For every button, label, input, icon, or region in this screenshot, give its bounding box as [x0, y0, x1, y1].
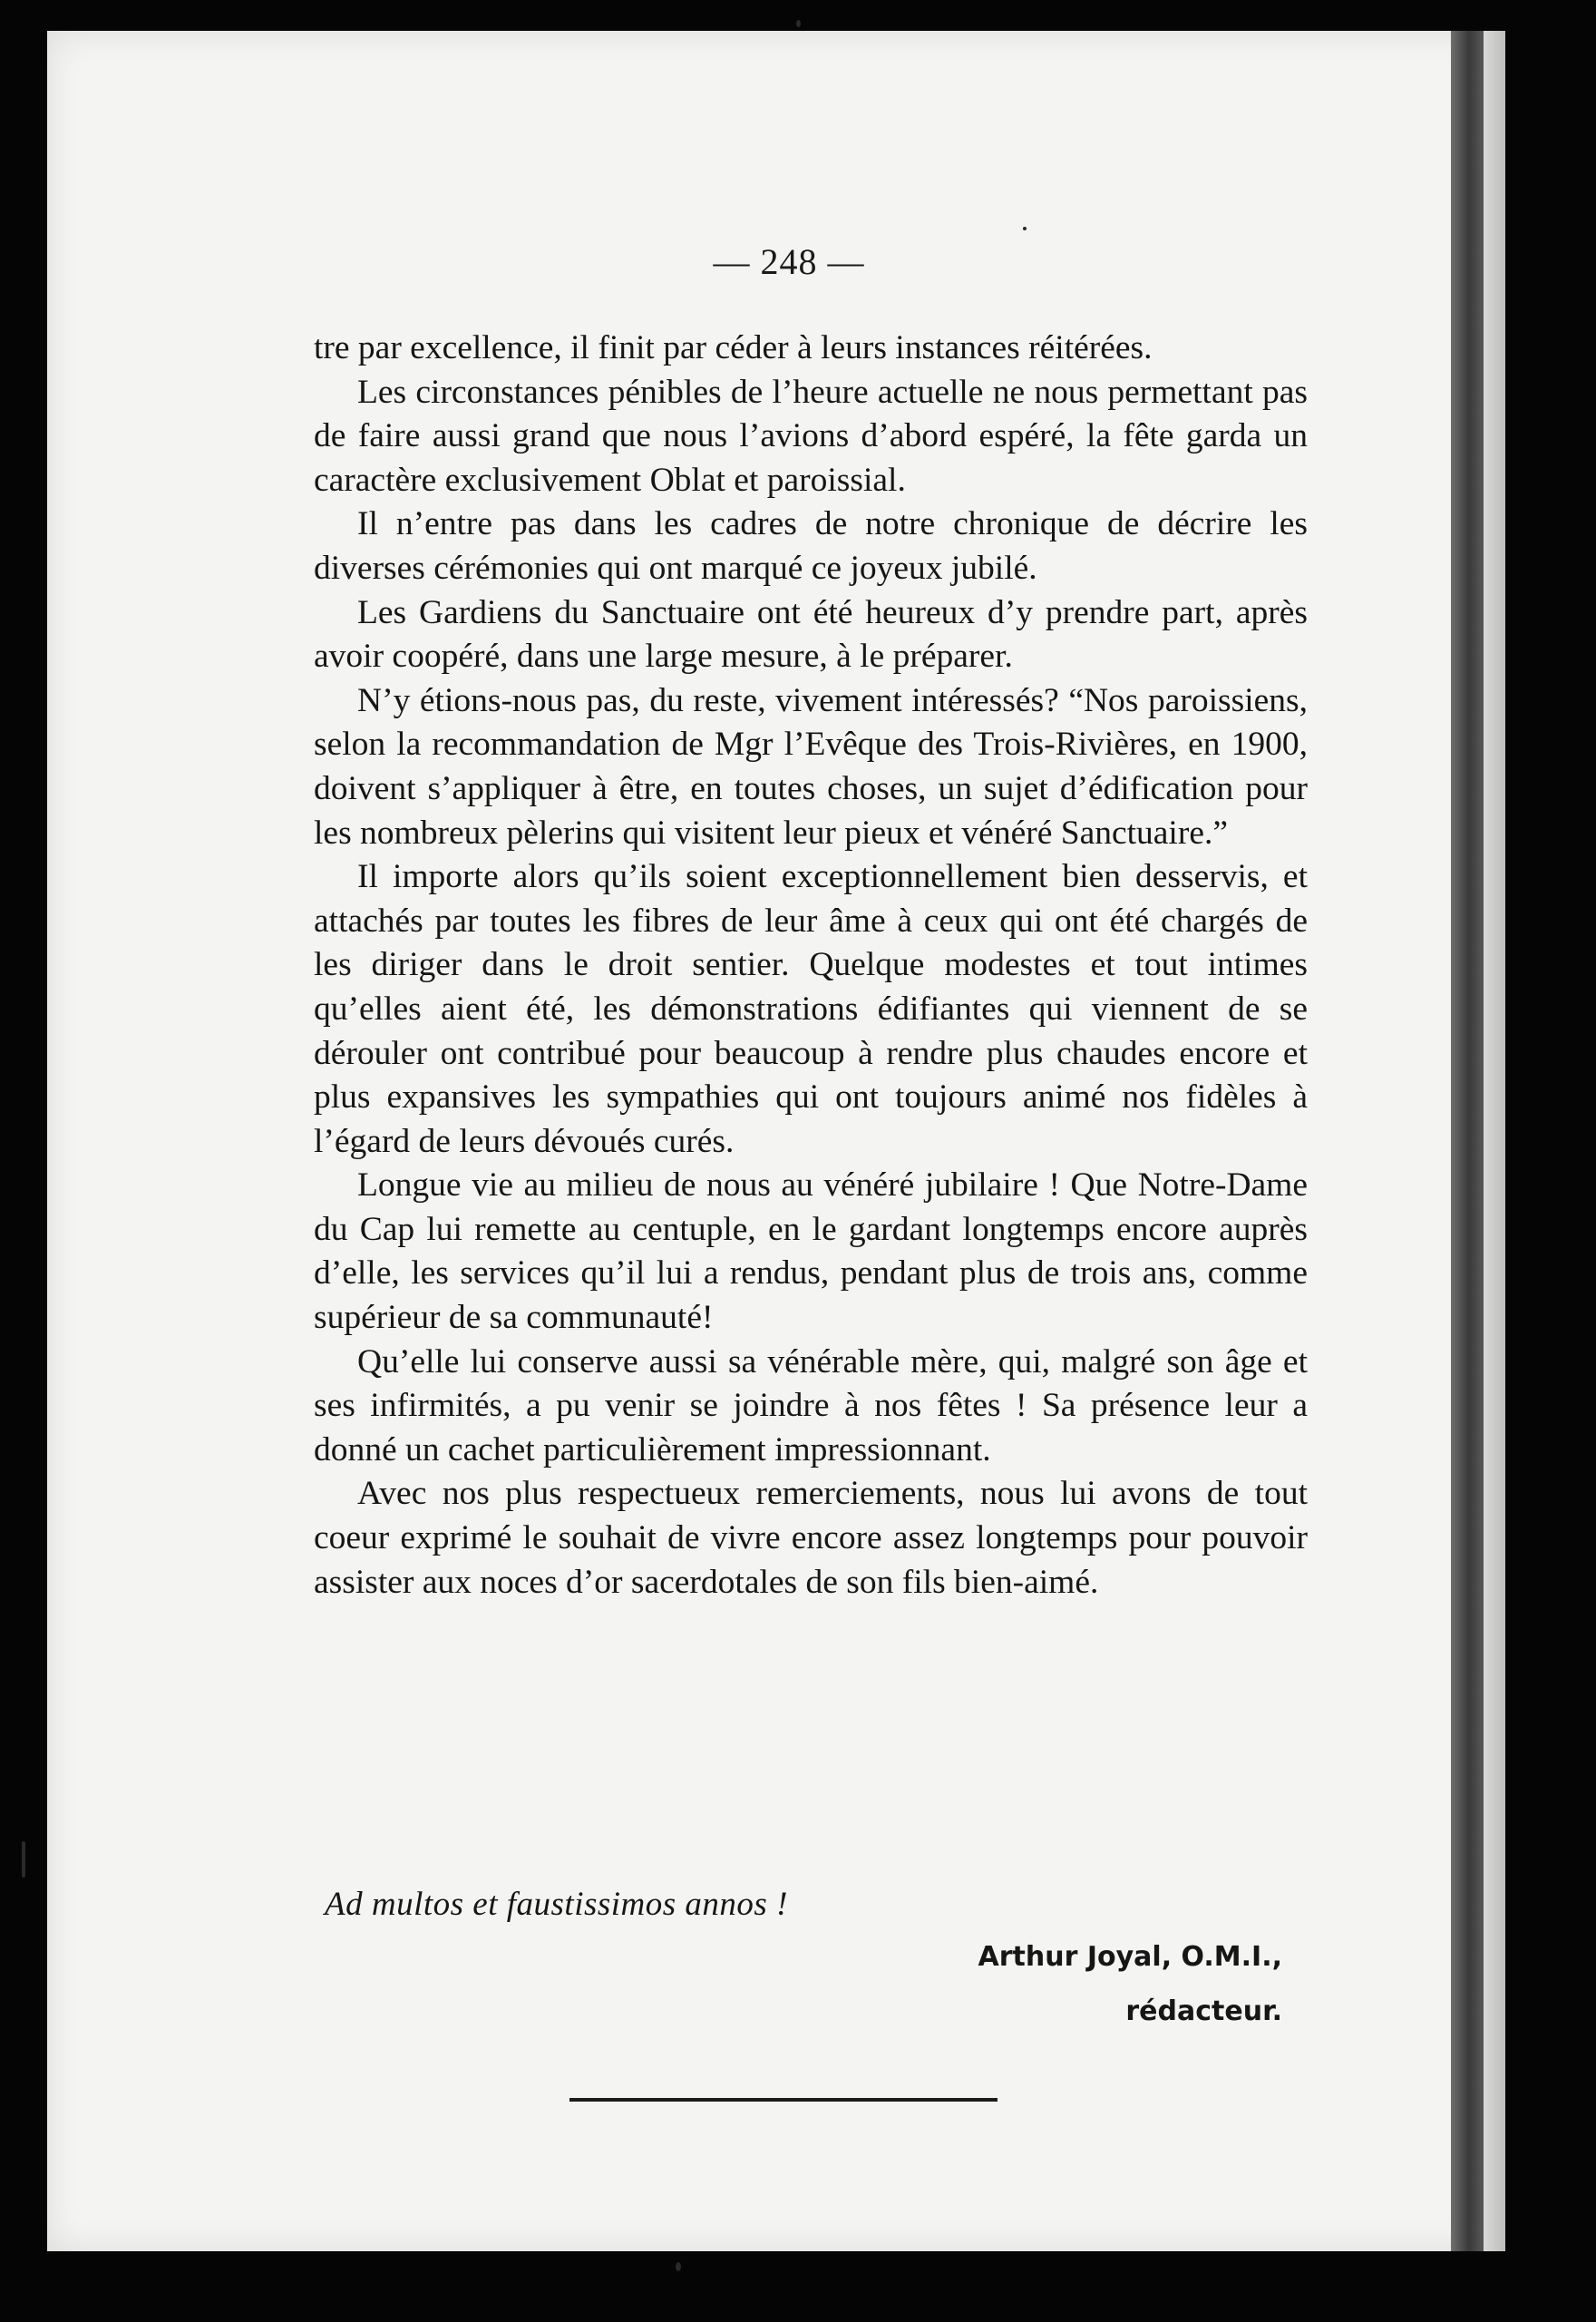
dust-speck	[796, 20, 801, 27]
paragraph: Il importe alors qu’ils soient exceptionnellement bien desservis, et attachés par toutes les fibres de leur âme à ceux qui ont été chargés de les diriger dans le droit sentier. Quelque modestes et tout intimes qu’elles aient été, les démonstrations édifiantes qui viennent de se dérouler ont contribué pour beaucoup à rendre plus chaudes encore et plus expansives les sympathies qui ont toujours animé nos fidèles à l’égard de leurs dévoués curés.	[314, 858, 1308, 1160]
closing-salutation: Ad multos et faustissimos annos !	[325, 1886, 788, 1923]
paragraph: Longue vie au milieu de nous au vénéré jubilaire ! Que Notre-Dame du Cap lui remette au centuple, en le gardant longtemps encore auprès d’elle, les services qu’il lui a rendus, pendant plus de trois ans, comme supérieur de sa communauté!	[314, 1166, 1308, 1337]
dust-speck	[1023, 227, 1027, 230]
article-body	[314, 327, 1308, 1605]
book-gutter-shadow	[1451, 31, 1484, 2251]
signature-name: Arthur Joyal, O.M.I.,	[978, 1941, 1282, 1973]
dust-speck	[676, 2262, 681, 2271]
paragraph: Les circonstances pénibles de l’heure actuelle ne nous permettant pas de faire aussi grand que nous l’avions d’abord espéré, la fête garda un caractère exclusivement Oblat et paroissial.	[314, 373, 1308, 499]
paragraph: tre par excellence, il finit par céder à leurs instances réitérées.	[314, 329, 1153, 366]
end-rule	[569, 2098, 998, 2102]
dust-speck	[22, 1841, 25, 1878]
paragraph: Les Gardiens du Sanctuaire ont été heureux d’y prendre part, après avoir coopéré, dans une large mesure, à le préparer.	[314, 593, 1308, 676]
paragraph: N’y étions-nous pas, du reste, vivement intéressés? “Nos paroissiens, selon la recommandation de Mgr l’Evêque des Trois-Rivières, en 1900, doivent s’appliquer à être, en toutes choses, un sujet d’édification pour les nombreux pèlerins qui visitent leur pieux et vénéré Sanctuaire.”	[314, 681, 1308, 852]
paragraph: Avec nos plus respectueux remerciements, nous lui avons de tout coeur exprimé le souhait de vivre encore assez longtemps pour pouvoir assister aux noces d’or sacerdotales de son fils bien-aimé.	[314, 1475, 1308, 1601]
page-number: — 248 —	[713, 241, 865, 282]
facing-page-edge	[1484, 31, 1505, 2251]
paragraph: Qu’elle lui conserve aussi sa vénérable mère, qui, malgré son âge et ses infirmités, a pu venir se joindre à nos fêtes ! Sa présence leur a donné un cachet particulièrement impressionnant.	[314, 1342, 1308, 1468]
signature-title: rédacteur.	[1125, 1995, 1282, 2027]
paragraph: Il n’entre pas dans les cadres de notre chronique de décrire les diverses cérémonies qui ont marqué ce joyeux jubilé.	[314, 505, 1308, 587]
